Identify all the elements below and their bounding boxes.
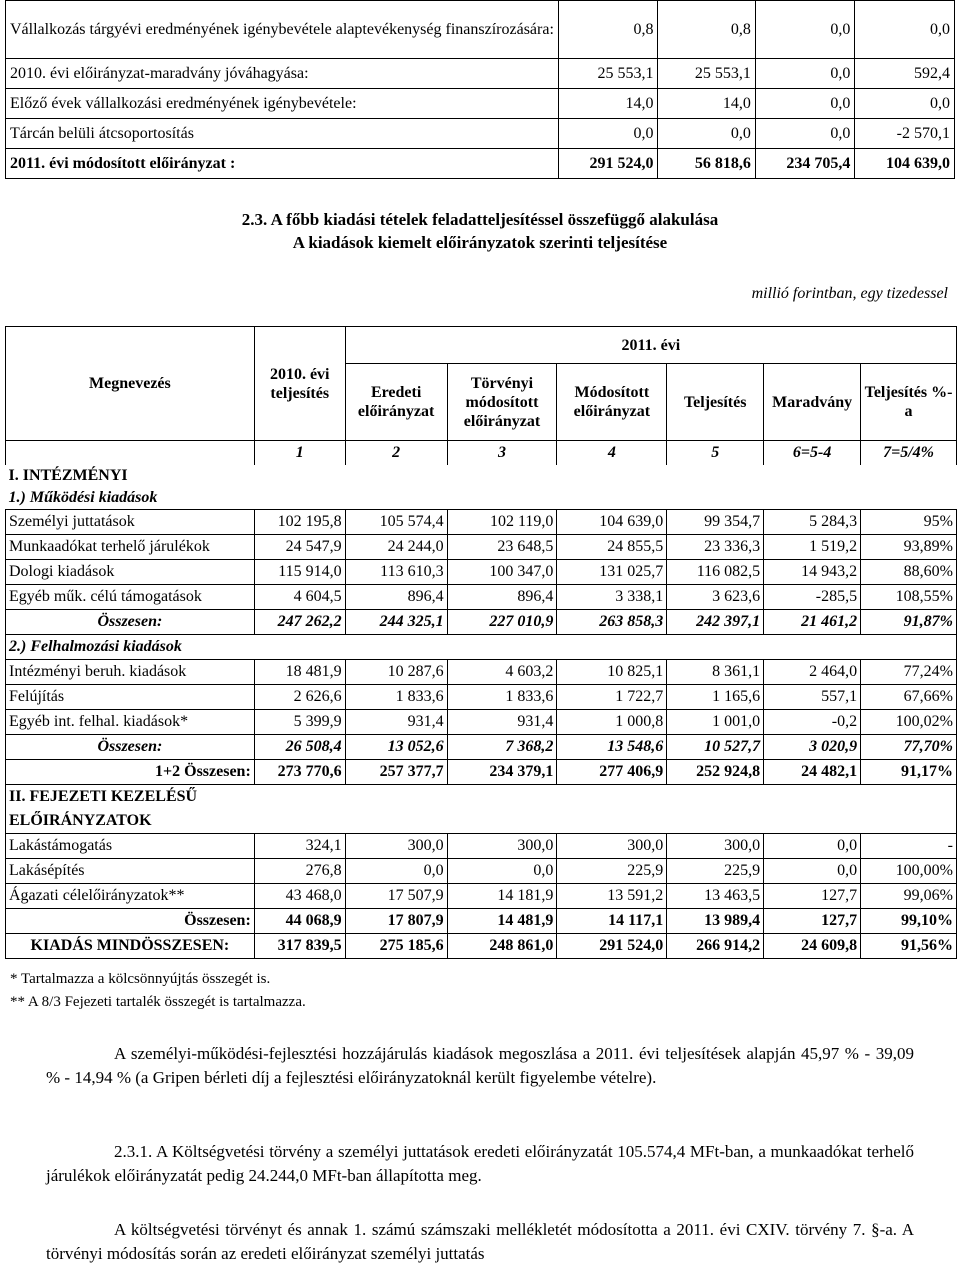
cell: 1 [254,441,345,466]
cell: 592,4 [855,59,955,89]
cell: 100,00% [861,859,957,884]
row-label: Összesen: [6,610,255,635]
col-header-2010: 2010. évi teljesítés [254,327,345,441]
index-row [6,441,957,466]
cell: 5 284,3 [764,510,861,535]
cell: 131 025,7 [557,560,667,585]
table-row [6,510,957,535]
row-label: Előző évek vállalkozási eredményének igénybevétele: [6,89,559,119]
cell: 14 181,9 [447,884,557,909]
subtotal-row [6,610,957,635]
table-row [6,834,957,859]
subtotal-row [6,760,957,785]
section-title: I. INTÉZMÉNYI [8,467,128,484]
row-label: Személyi juttatások [6,510,255,535]
table-row [6,859,957,884]
cell: 77,70% [861,735,957,760]
row-label: Összesen: [6,735,255,760]
header-row [6,327,957,364]
cell: 24 244,0 [345,535,447,560]
cell: 0,0 [755,1,855,59]
section-subheading: A kiadások kiemelt előirányzatok szerinti teljesítése [292,233,668,252]
cell: 21 461,2 [764,610,861,635]
cell: - [861,834,957,859]
cell: 25 553,1 [558,59,658,89]
cell: 10 527,7 [667,735,764,760]
cell: 91,56% [861,934,957,959]
cell: 2 [345,441,447,466]
row-label: 2010. évi előirányzat-maradvány jóváhagyása: [6,59,559,89]
cell: 116 082,5 [667,560,764,585]
cell: 102 195,8 [254,510,345,535]
section-row [6,465,957,487]
section-title [6,785,957,834]
cell: 1 000,8 [557,710,667,735]
cell: 4 604,5 [254,585,345,610]
cell: 244 325,1 [345,610,447,635]
cell: 43 468,0 [254,884,345,909]
cell: 0,0 [855,1,955,59]
cell: 0,8 [658,1,755,59]
cell: 95% [861,510,957,535]
cell: 14,0 [658,89,755,119]
cell: 115 914,0 [254,560,345,585]
cell: 0,0 [755,59,855,89]
cell: 56 818,6 [658,149,755,179]
cell: 0,0 [447,859,557,884]
cell: 931,4 [447,710,557,735]
cell: 247 262,2 [254,610,345,635]
paragraph-text: A Költségvetési törvény a személyi juttatások eredeti előirányzatát 105.574,4 MFt-ban, a munkaadókat terhelő járulékok előirányzatát pedig 24.244,0 MFt-ban állapította meg. [46,1142,914,1185]
cell: 0,0 [764,859,861,884]
top-table [5,0,955,179]
unit-note: millió forintban, egy tizedessel [751,285,948,302]
cell: 324,1 [254,834,345,859]
cell: 242 397,1 [667,610,764,635]
cell: -0,2 [764,710,861,735]
cell: 300,0 [557,834,667,859]
cell: 127,7 [764,884,861,909]
cell: 1 519,2 [764,535,861,560]
row-label: 2011. évi módosított előirányzat : [6,149,559,179]
cell: 67,66% [861,685,957,710]
cell: 3 020,9 [764,735,861,760]
cell: 3 623,6 [667,585,764,610]
cell: 0,0 [345,859,447,884]
cell: 1 722,7 [557,685,667,710]
row-label: Tárcán belüli átcsoportosítás [6,119,559,149]
cell: 0,0 [558,119,658,149]
col-header-name: Megnevezés [6,327,255,441]
col-header-teljesites: Teljesítés [667,364,764,441]
cell: 317 839,5 [254,934,345,959]
cell: 291 524,0 [558,149,658,179]
table-row [6,685,957,710]
cell: 102 119,0 [447,510,557,535]
cell: 0,0 [755,89,855,119]
table-row [6,149,955,179]
cell: 77,24% [861,660,957,685]
cell: 23 336,3 [667,535,764,560]
row-label: Ágazati célelőirányzatok** [6,884,255,909]
cell: 2 464,0 [764,660,861,685]
col-header-eredeti: Eredeti előirányzat [345,364,447,441]
cell: 3 [447,441,557,466]
cell: 91,87% [861,610,957,635]
cell: 93,89% [861,535,957,560]
cell: 8 361,1 [667,660,764,685]
cell: 300,0 [447,834,557,859]
expenditure-table [5,326,957,959]
subtotal-row [6,735,957,760]
cell: 99 354,7 [667,510,764,535]
paragraph: A személyi-működési-fejlesztési hozzájárulás kiadások megoszlása a 2011. évi teljesítések alapján 45,97 % - 39,09 % - 14,94 % (a Gripen bérleti díj a fejlesztési előirányzatoknál került figyelembe vételre). [46,1044,914,1087]
cell: 1 833,6 [447,685,557,710]
cell: 88,60% [861,560,957,585]
cell: 13 052,6 [345,735,447,760]
cell: -2 570,1 [855,119,955,149]
table-row [6,1,955,59]
cell: 24 609,8 [764,934,861,959]
row-label: Lakásépítés [6,859,255,884]
cell: 275 185,6 [345,934,447,959]
cell: 14 481,9 [447,909,557,934]
cell: 100,02% [861,710,957,735]
cell: 273 770,6 [254,760,345,785]
section-row [6,785,957,834]
cell: 277 406,9 [557,760,667,785]
row-label: Vállalkozás tárgyévi eredményének igénybevétele alaptevékenység finanszírozására: [6,1,559,59]
cell: 3 338,1 [557,585,667,610]
cell: 263 858,3 [557,610,667,635]
table-row [6,660,957,685]
cell [6,441,255,466]
cell: 0,0 [658,119,755,149]
cell: 113 610,3 [345,560,447,585]
cell: 13 591,2 [557,884,667,909]
cell: 14,0 [558,89,658,119]
row-label: 1+2 Összesen: [6,760,255,785]
subtotal-row [6,909,957,934]
cell: 5 399,9 [254,710,345,735]
table-row [6,585,957,610]
cell: 25 553,1 [658,59,755,89]
cell: 234 379,1 [447,760,557,785]
cell: 105 574,4 [345,510,447,535]
row-label: Egyéb int. felhal. kiadások* [6,710,255,735]
cell: 7=5/4% [861,441,957,466]
cell: 248 861,0 [447,934,557,959]
section-row [6,487,957,510]
cell: 13 989,4 [667,909,764,934]
cell: 10 287,6 [345,660,447,685]
col-header-2011: 2011. évi [345,327,956,364]
cell: 24 547,9 [254,535,345,560]
cell: 127,7 [764,909,861,934]
cell: 225,9 [667,859,764,884]
cell: 234 705,4 [755,149,855,179]
row-label: KIADÁS MINDÖSSZESEN: [6,934,255,959]
cell: 557,1 [764,685,861,710]
cell: 257 377,7 [345,760,447,785]
cell: 104 639,0 [557,510,667,535]
cell: 10 825,1 [557,660,667,685]
cell: 99,10% [861,909,957,934]
table-row [6,710,957,735]
cell: 14 943,2 [764,560,861,585]
row-label: Egyéb műk. célú támogatások [6,585,255,610]
cell: 1 001,0 [667,710,764,735]
col-header-torvenyi: Törvényi módosított előirányzat [447,364,557,441]
section-title-text: II. FEJEZETI KEZELÉSŰ ELŐIRÁNYZATOK [9,788,198,829]
cell: 4 [557,441,667,466]
footnote: * Tartalmazza a kölcsönnyújtás összegét is. [10,971,271,987]
row-label: Munkaadókat terhelő járulékok [6,535,255,560]
cell: 2 626,6 [254,685,345,710]
cell: 0,8 [558,1,658,59]
cell: 7 368,2 [447,735,557,760]
paragraph: A költségvetési törvényt és annak 1. számú számszaki mellékletét módosította a 2011. évi CXIV. törvény 7. §-a. A törvényi módosítás során az eredeti előirányzat személyi juttatás [46,1220,914,1263]
cell: 276,8 [254,859,345,884]
paragraph-number: 2.3.1. [114,1142,153,1161]
table-row [6,89,955,119]
cell: 266 914,2 [667,934,764,959]
cell: 4 603,2 [447,660,557,685]
cell: 23 648,5 [447,535,557,560]
paragraph [46,1140,914,1188]
cell: 17 507,9 [345,884,447,909]
cell: 6=5-4 [764,441,861,466]
cell: 931,4 [345,710,447,735]
cell: 5 [667,441,764,466]
col-header-modositott: Módosított előirányzat [557,364,667,441]
table-row [6,884,957,909]
row-label: Dologi kiadások [6,560,255,585]
section-heading: 2.3. A főbb kiadási tételek feladatteljesítéssel összefüggő alakulása [241,210,719,229]
cell: 300,0 [345,834,447,859]
table-row [6,59,955,89]
section-subtitle: 1.) Működési kiadások [6,487,957,510]
cell: 896,4 [447,585,557,610]
col-header-maradvany: Maradvány [764,364,861,441]
cell: 26 508,4 [254,735,345,760]
cell: 91,17% [861,760,957,785]
cell: 252 924,8 [667,760,764,785]
cell: 13 463,5 [667,884,764,909]
cell: 108,55% [861,585,957,610]
cell: 896,4 [345,585,447,610]
cell: 1 165,6 [667,685,764,710]
cell: 1 833,6 [345,685,447,710]
cell: 13 548,6 [557,735,667,760]
cell: 227 010,9 [447,610,557,635]
cell: 104 639,0 [855,149,955,179]
cell: 0,0 [764,834,861,859]
row-label: Intézményi beruh. kiadások [6,660,255,685]
cell: 24 482,1 [764,760,861,785]
cell: 225,9 [557,859,667,884]
col-header-telj-pct: Teljesítés %-a [861,364,957,441]
cell: 24 855,5 [557,535,667,560]
cell: 17 807,9 [345,909,447,934]
cell: 18 481,9 [254,660,345,685]
cell: 14 117,1 [557,909,667,934]
cell: -285,5 [764,585,861,610]
cell: 0,0 [855,89,955,119]
cell: 300,0 [667,834,764,859]
row-label: Felújítás [6,685,255,710]
row-label: Lakástámogatás [6,834,255,859]
footnote: ** A 8/3 Fejezeti tartalék összegét is tartalmazza. [10,994,306,1010]
cell: 0,0 [755,119,855,149]
cell: 291 524,0 [557,934,667,959]
total-row [6,934,957,959]
table-row [6,535,957,560]
row-label: Összesen: [6,909,255,934]
section-row [6,635,957,660]
table-row [6,560,957,585]
cell: 100 347,0 [447,560,557,585]
cell: 99,06% [861,884,957,909]
section-subtitle: 2.) Felhalmozási kiadások [6,635,957,660]
cell: 44 068,9 [254,909,345,934]
table-row [6,119,955,149]
